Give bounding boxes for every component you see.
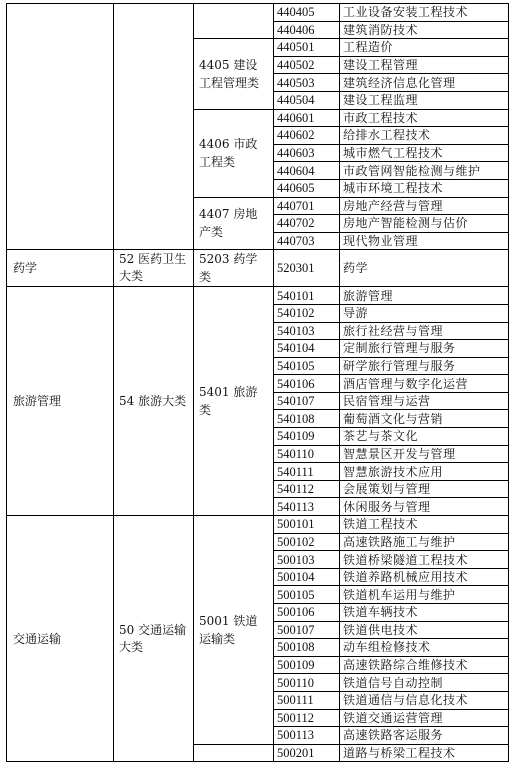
class-cell: 4407 房地产类 bbox=[194, 197, 274, 250]
category-cell bbox=[114, 4, 194, 250]
major-name-cell: 给排水工程技术 bbox=[340, 127, 509, 145]
major-name-cell: 休闲服务与管理 bbox=[340, 498, 509, 516]
major-name-cell: 旅行社经营与管理 bbox=[340, 322, 509, 340]
major-code-cell: 500102 bbox=[274, 533, 340, 551]
major-code-cell: 440602 bbox=[274, 127, 340, 145]
table-row bbox=[7, 250, 509, 287]
field-cell: 旅游管理 bbox=[7, 287, 114, 516]
major-name-cell: 建筑经济信息化管理 bbox=[340, 74, 509, 92]
major-name-cell: 高速铁路客运服务 bbox=[340, 727, 509, 745]
major-code-cell: 440604 bbox=[274, 162, 340, 180]
major-name-cell: 工程造价 bbox=[340, 39, 509, 57]
major-name-cell: 民宿管理与运营 bbox=[340, 392, 509, 410]
field-cell: 药学 bbox=[7, 250, 114, 287]
major-code-cell: 540106 bbox=[274, 375, 340, 393]
class-cell: 4405 建设工程管理类 bbox=[194, 39, 274, 109]
major-name-cell: 铁道工程技术 bbox=[340, 516, 509, 534]
major-name-cell: 房地产经营与管理 bbox=[340, 197, 509, 215]
major-code-cell: 500108 bbox=[274, 639, 340, 657]
class-cell bbox=[194, 744, 274, 762]
class-cell: 5001 铁道运输类 bbox=[194, 516, 274, 745]
major-code-cell: 500106 bbox=[274, 604, 340, 622]
major-code-cell: 520301 bbox=[274, 250, 340, 287]
major-name-cell: 工业设备安装工程技术 bbox=[340, 4, 509, 22]
category-cell: 52 医药卫生大类 bbox=[114, 250, 194, 287]
major-name-cell: 城市环境工程技术 bbox=[340, 179, 509, 197]
major-code-cell: 440703 bbox=[274, 232, 340, 250]
major-code-cell: 500111 bbox=[274, 691, 340, 709]
major-code-cell: 540108 bbox=[274, 410, 340, 428]
major-code-cell: 540112 bbox=[274, 480, 340, 498]
major-name-cell: 高速铁路综合维修技术 bbox=[340, 656, 509, 674]
major-code-cell: 500107 bbox=[274, 621, 340, 639]
major-code-cell: 440503 bbox=[274, 74, 340, 92]
major-code-cell: 440702 bbox=[274, 215, 340, 233]
major-catalog-document bbox=[6, 3, 508, 762]
major-code-cell: 500101 bbox=[274, 516, 340, 534]
major-code-cell: 500109 bbox=[274, 656, 340, 674]
major-code-cell: 500110 bbox=[274, 674, 340, 692]
major-code-cell: 440601 bbox=[274, 109, 340, 127]
major-code-cell: 440502 bbox=[274, 56, 340, 74]
table-row bbox=[7, 516, 509, 534]
major-name-cell: 建设工程监理 bbox=[340, 91, 509, 109]
major-name-cell: 研学旅行管理与服务 bbox=[340, 357, 509, 375]
table-row bbox=[7, 287, 509, 305]
major-name-cell: 道路与桥梁工程技术 bbox=[340, 744, 509, 762]
major-code-cell: 540102 bbox=[274, 304, 340, 322]
major-code-cell: 540107 bbox=[274, 392, 340, 410]
major-code-cell: 540111 bbox=[274, 463, 340, 481]
major-name-cell: 铁道养路机械应用技术 bbox=[340, 568, 509, 586]
major-name-cell: 酒店管理与数字化运营 bbox=[340, 375, 509, 393]
major-name-cell: 动车组检修技术 bbox=[340, 639, 509, 657]
major-name-cell: 定制旅行管理与服务 bbox=[340, 340, 509, 358]
major-name-cell: 铁道信号自动控制 bbox=[340, 674, 509, 692]
major-name-cell: 葡萄酒文化与营销 bbox=[340, 410, 509, 428]
class-cell: 4406 市政工程类 bbox=[194, 109, 274, 197]
major-name-cell: 会展策划与管理 bbox=[340, 480, 509, 498]
field-cell bbox=[7, 4, 114, 250]
major-code-cell: 440504 bbox=[274, 91, 340, 109]
major-code-cell: 500103 bbox=[274, 551, 340, 569]
major-name-cell: 铁道通信与信息化技术 bbox=[340, 691, 509, 709]
major-name-cell: 现代物业管理 bbox=[340, 232, 509, 250]
major-name-cell: 铁道桥梁隧道工程技术 bbox=[340, 551, 509, 569]
field-cell: 交通运输 bbox=[7, 516, 114, 762]
major-name-cell: 市政工程技术 bbox=[340, 109, 509, 127]
major-name-cell: 茶艺与茶文化 bbox=[340, 428, 509, 446]
major-name-cell: 建筑消防技术 bbox=[340, 21, 509, 39]
major-code-cell: 440605 bbox=[274, 179, 340, 197]
major-code-cell: 540104 bbox=[274, 340, 340, 358]
major-name-cell: 智慧旅游技术应用 bbox=[340, 463, 509, 481]
major-code-cell: 500104 bbox=[274, 568, 340, 586]
major-name-cell: 铁道供电技术 bbox=[340, 621, 509, 639]
major-code-cell: 440501 bbox=[274, 39, 340, 57]
major-code-cell: 500201 bbox=[274, 744, 340, 762]
major-catalog-table bbox=[6, 3, 509, 762]
major-name-cell: 旅游管理 bbox=[340, 287, 509, 305]
major-name-cell: 城市燃气工程技术 bbox=[340, 144, 509, 162]
major-code-cell: 500105 bbox=[274, 586, 340, 604]
major-code-cell: 540101 bbox=[274, 287, 340, 305]
major-name-cell: 导游 bbox=[340, 304, 509, 322]
major-code-cell: 440405 bbox=[274, 4, 340, 22]
major-code-cell: 540113 bbox=[274, 498, 340, 516]
major-name-cell: 铁道交通运营管理 bbox=[340, 709, 509, 727]
class-cell bbox=[194, 4, 274, 39]
major-name-cell: 高速铁路施工与维护 bbox=[340, 533, 509, 551]
major-code-cell: 540105 bbox=[274, 357, 340, 375]
major-code-cell: 500113 bbox=[274, 727, 340, 745]
major-name-cell: 建设工程管理 bbox=[340, 56, 509, 74]
class-cell: 5203 药学类 bbox=[194, 250, 274, 287]
major-code-cell: 440406 bbox=[274, 21, 340, 39]
major-name-cell: 房地产智能检测与估价 bbox=[340, 215, 509, 233]
table-row bbox=[7, 4, 509, 22]
major-code-cell: 440603 bbox=[274, 144, 340, 162]
major-code-cell: 500112 bbox=[274, 709, 340, 727]
major-code-cell: 540109 bbox=[274, 428, 340, 446]
major-name-cell: 铁道机车运用与维护 bbox=[340, 586, 509, 604]
class-cell: 5401 旅游类 bbox=[194, 287, 274, 516]
category-cell: 50 交通运输大类 bbox=[114, 516, 194, 762]
major-name-cell: 铁道车辆技术 bbox=[340, 604, 509, 622]
major-name-cell: 智慧景区开发与管理 bbox=[340, 445, 509, 463]
major-code-cell: 540103 bbox=[274, 322, 340, 340]
major-name-cell: 市政管网智能检测与维护 bbox=[340, 162, 509, 180]
major-name-cell: 药学 bbox=[340, 250, 509, 287]
major-code-cell: 540110 bbox=[274, 445, 340, 463]
major-code-cell: 440701 bbox=[274, 197, 340, 215]
category-cell: 54 旅游大类 bbox=[114, 287, 194, 516]
